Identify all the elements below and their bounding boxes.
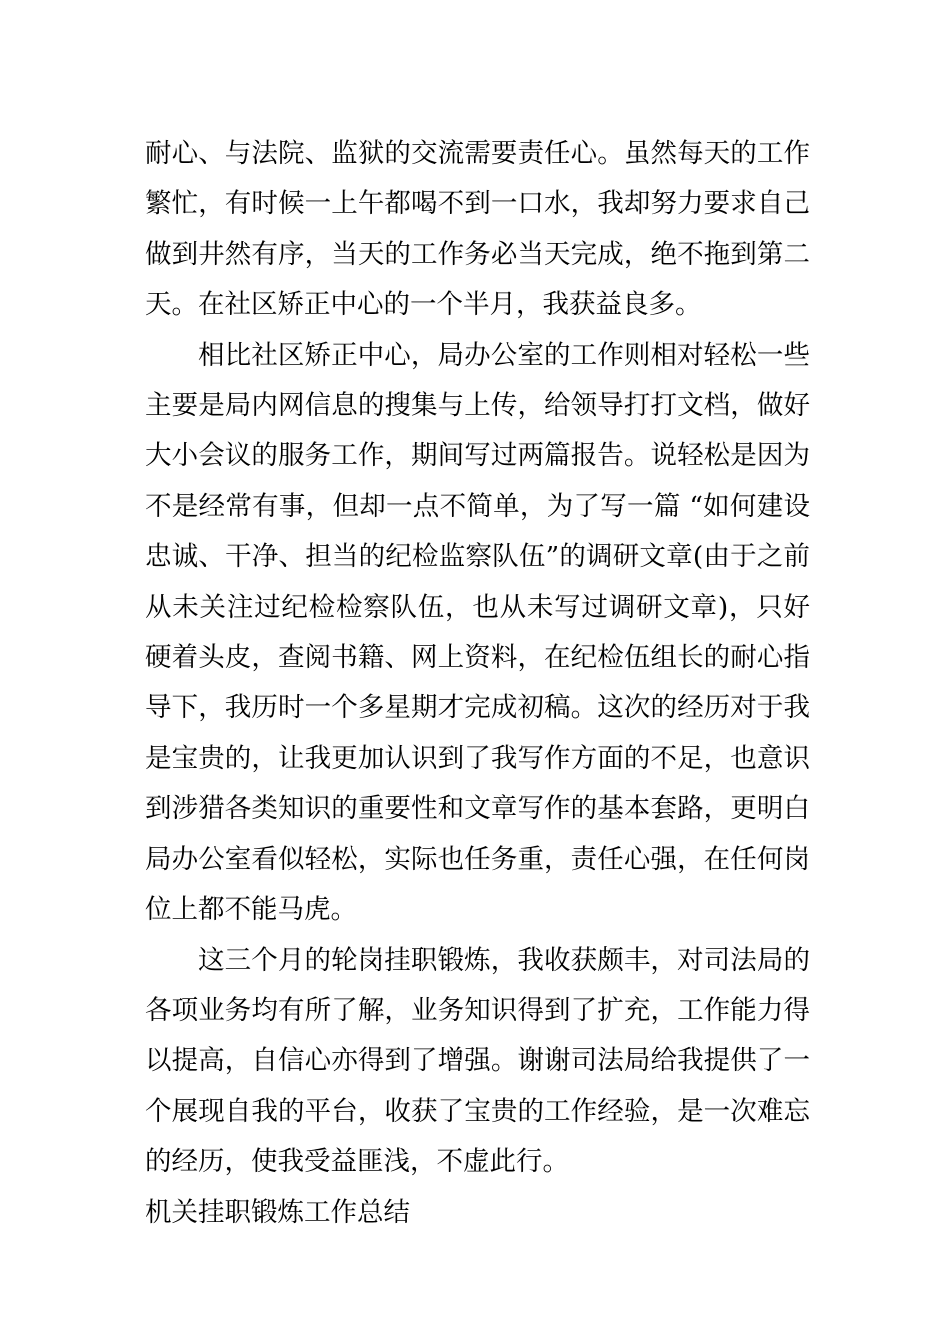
paragraph-office-work: 相比社区矫正中心，局办公室的工作则相对轻松一些主要是局内网信息的搜集与上传，给领导打打文档，做好大小会议的服务工作，期间写过两篇报告。说轻松是因为不是经常有事，但却一点不简单，为了写一篇 “如何建设忠诚、干净、担当的纪检监察队伍”的调研文章(由于之前从未关注过纪检检察队伍，也从未写过调研文章)，只好硬着头皮，查阅书籍、网上资料，在纪检伍组长的耐心指导下，我历时一个多星期才完成初稿。这次的经历对于我是宝贵的，让我更加认识到了我写作方面的不足，也意识到涉猎各类知识的重要性和文章写作的基本套路，更明白局办公室看似轻松，实际也任务重，责任心强，在任何岗位上都不能马虎。 <box>145 339 810 926</box>
document-body <box>145 129 810 1238</box>
paragraph-summary: 这三个月的轮岗挂职锻炼，我收获颇丰，对司法局的各项业务均有所了解，业务知识得到了扩充，工作能力得以提高，自信心亦得到了增强。谢谢司法局给我提供了一个展现自我的平台，收获了宝贵的工作经验，是一次难忘的经历，使我受益匪浅，不虚此行。 <box>145 944 810 1178</box>
section-heading: 机关挂职锻炼工作总结 <box>145 1196 410 1228</box>
paragraph-continuation: 耐心、与法院、监狱的交流需要责任心。虽然每天的工作繁忙，有时候一上午都喝不到一口水，我却努力要求自己做到井然有序，当天的工作务必当天完成，绝不拖到第二天。在社区矫正中心的一个半月，我获益良多。 <box>145 138 810 321</box>
